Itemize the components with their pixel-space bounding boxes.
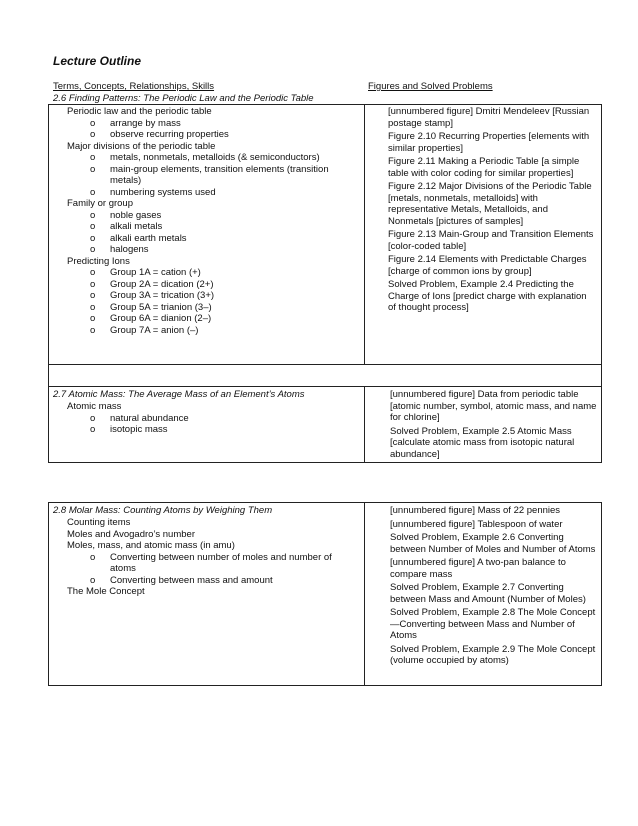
outline-topic: [53, 401, 358, 413]
figure-reference: Figure 2.10 Recurring Properties [elements with similar properties]: [388, 131, 590, 154]
bullet-icon: o: [90, 278, 96, 290]
subtopic-text: Converting between number of moles and number of atoms: [110, 551, 332, 574]
bullet-icon: o: [90, 412, 96, 424]
right-column-heading: Figures and Solved Problems: [368, 81, 493, 92]
section-2-7-figures: [390, 389, 598, 462]
outline-topic: [53, 106, 358, 118]
figure-reference: Solved Problem, Example 2.6 Converting between Number of Moles and Number of Atoms: [390, 532, 596, 555]
bullet-icon: o: [90, 163, 96, 175]
outline-subtopic: [53, 152, 358, 164]
bullet-icon: o: [90, 290, 96, 301]
bullet-icon: o: [90, 186, 96, 198]
outline-topic: [53, 529, 358, 541]
bullet-icon: o: [90, 301, 96, 313]
section-2-6-items: [53, 106, 358, 336]
outline-subtopic: [53, 413, 358, 425]
outline-subtopic: [53, 290, 358, 302]
subtopic-text: isotopic mass: [110, 424, 168, 435]
figure-reference: [unnumbered figure] Dmitri Mendeleev [Russian postage stamp]: [388, 106, 590, 129]
bullet-icon: o: [90, 267, 96, 278]
outline-subtopic: [53, 575, 358, 587]
topic-text: Predicting Ions: [67, 255, 130, 267]
outline-subtopic: [53, 233, 358, 245]
subtopic-text: main-group elements, transition elements (transition metals): [110, 163, 329, 186]
bullet-icon: o: [90, 209, 96, 221]
outline-topic: [53, 198, 358, 210]
bullet-icon: o: [90, 324, 96, 336]
subtopic-text: Group 2A = dication (2+): [110, 278, 214, 290]
section-2-7-items: [53, 401, 358, 436]
outline-subtopic: [53, 424, 358, 436]
bullet-icon: o: [90, 574, 96, 586]
section-2-8-items: [53, 517, 358, 598]
topic-text: The Mole Concept: [67, 586, 145, 597]
bullet-icon: o: [90, 152, 96, 163]
outline-topic: [53, 586, 358, 598]
subtopic-text: halogens: [110, 244, 149, 255]
subtopic-text: alkali metals: [110, 221, 163, 232]
topic-text: Counting items: [67, 517, 131, 528]
section-2-8-title: 2.8 Molar Mass: Counting Atoms by Weighing Them: [53, 505, 273, 516]
bullet-icon: o: [90, 129, 96, 140]
outline-subtopic: [53, 187, 358, 199]
subtopic-text: noble gases: [110, 209, 162, 221]
subtopic-text: Group 6A = dianion (2–): [110, 313, 212, 324]
outline-subtopic: [53, 302, 358, 314]
bullet-icon: o: [90, 424, 96, 435]
section-2-8-figures: [390, 505, 598, 669]
topic-text: Major divisions of the periodic table: [67, 140, 216, 152]
bullet-icon: o: [90, 551, 96, 563]
bullet-icon: o: [90, 117, 96, 129]
topic-text: Moles, mass, and atomic mass (in amu): [67, 540, 235, 551]
subtopic-text: Group 7A = anion (–): [110, 324, 199, 336]
bullet-icon: o: [90, 232, 96, 244]
figure-reference: Solved Problem, Example 2.8 The Mole Concept—Converting between Mass and Number of Atoms: [390, 607, 596, 641]
bullet-icon: o: [90, 244, 96, 255]
subtopic-text: Converting between mass and amount: [110, 574, 273, 586]
figure-reference: Solved Problem, Example 2.7 Converting between Mass and Amount (Number of Moles): [390, 582, 586, 605]
outline-subtopic: [53, 221, 358, 233]
figure-reference: Solved Problem, Example 2.9 The Mole Concept (volume occupied by atoms): [390, 643, 596, 666]
outline-subtopic: [53, 313, 358, 325]
topic-text: Moles and Avogadro’s number: [67, 528, 195, 540]
page-title: Lecture Outline: [53, 54, 142, 68]
subtopic-text: observe recurring properties: [110, 129, 229, 140]
subtopic-text: Group 1A = cation (+): [110, 267, 201, 278]
outline-subtopic: [53, 129, 358, 141]
figure-reference: Solved Problem, Example 2.4 Predicting the Charge of Ions [predict charge with explanation of thought process]: [388, 279, 587, 313]
bullet-icon: o: [90, 221, 96, 232]
subtopic-text: natural abundance: [110, 412, 189, 424]
topic-text: Family or group: [67, 198, 133, 209]
outline-subtopic: [53, 279, 358, 291]
outline-subtopic: [53, 244, 358, 256]
figure-reference: [unnumbered figure] A two-pan balance to compare mass: [390, 557, 566, 580]
figure-reference: [unnumbered figure] Mass of 22 pennies: [390, 505, 561, 516]
figure-reference: Figure 2.11 Making a Periodic Table [a simple table with color coding for similar properties]: [388, 156, 580, 179]
subtopic-text: Group 3A = trication (3+): [110, 290, 215, 301]
figure-reference: Figure 2.12 Major Divisions of the Periodic Table [metals, nonmetals, metalloids] with representative Metals, Metalloids, and Nonmetals [pictures of samples]: [388, 181, 592, 227]
outline-topic: [53, 540, 358, 552]
outline-subtopic: [53, 552, 358, 575]
figure-reference: Figure 2.14 Elements with Predictable Charges [charge of common ions by group]: [388, 254, 587, 277]
section-2-6-title: 2.6 Finding Patterns: The Periodic Law and the Periodic Table: [53, 93, 314, 104]
outline-subtopic: [53, 325, 358, 337]
left-column-heading: Terms, Concepts, Relationships, Skills: [53, 81, 215, 92]
outline-subtopic: [53, 164, 358, 187]
figure-reference: Solved Problem, Example 2.5 Atomic Mass [calculate atomic mass from isotopic natural abundance]: [390, 425, 575, 460]
section-2-6-figures: [388, 106, 596, 316]
outline-subtopic: [53, 210, 358, 222]
outline-topic: [53, 141, 358, 153]
subtopic-text: alkali earth metals: [110, 232, 187, 244]
topic-text: Periodic law and the periodic table: [67, 106, 212, 117]
outline-subtopic: [53, 118, 358, 130]
bullet-icon: o: [90, 313, 96, 324]
outline-subtopic: [53, 267, 358, 279]
subtopic-text: numbering systems used: [110, 186, 216, 198]
subtopic-text: Group 5A = trianion (3–): [110, 301, 212, 313]
topic-text: Atomic mass: [67, 401, 122, 412]
figure-reference: [unnumbered figure] Data from periodic table [atomic number, symbol, atomic mass, and name for chlorine]: [390, 389, 597, 423]
subtopic-text: metals, nonmetals, metalloids (& semiconductors): [110, 152, 320, 163]
outline-topic: [53, 256, 358, 268]
outline-topic: [53, 517, 358, 529]
section-2-7-title: 2.7 Atomic Mass: The Average Mass of an Element’s Atoms: [53, 389, 305, 400]
figure-reference: Figure 2.13 Main-Group and Transition Elements [color-coded table]: [388, 229, 594, 252]
subtopic-text: arrange by mass: [110, 117, 181, 129]
figure-reference: [unnumbered figure] Tablespoon of water: [390, 518, 563, 530]
